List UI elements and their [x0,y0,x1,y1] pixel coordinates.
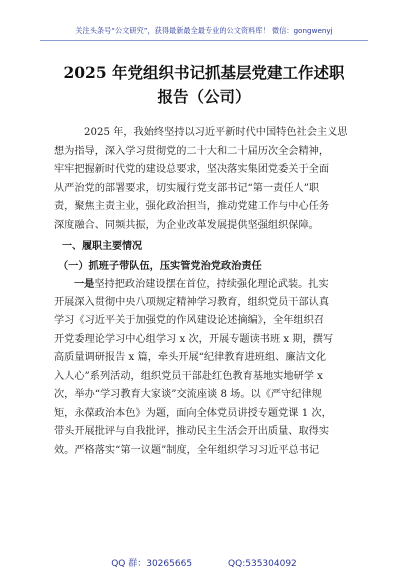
text-line: 效。严格落实“第一议题”制度，全年组织学习习近平总书记 [54,444,320,456]
header-promo-text: 关注头条号“公文研究”，获得最新最全最专业的公文资料库！ 微信：gongwenyj [75,26,333,35]
footer-qq-contact: QQ:535304092 [228,559,297,569]
text-line: 责，聚焦主责主业，强化政治担当，推动党建工作与中心任务 [54,201,330,212]
document-body [54,124,360,460]
page-header [0,0,408,42]
text-line: 从严治党的部署要求，切实履行党支部书记“第一责任人”职 [54,182,320,194]
text-line: 想为指导，深入学习贯彻党的二十大和二十届历次全会精神， [54,145,330,157]
header-divider [40,40,368,41]
text-line: 开党委理论学习中心组学习 x 次，开展专题读书班 x 期，撰写 [54,333,334,345]
subsection-heading: （一）抓班子带队伍，压实管党治党政治责任 [58,259,262,272]
paragraph-intro [54,124,360,235]
text-line: 矩，永葆政治本色》为题，面向全体党员讲授专题党课 1 次， [54,407,332,419]
document-title-line-2: 报告（公司） [157,87,251,106]
text-line: 2025 年，我始终坚持以习近平新时代中国特色社会主义思 [84,127,348,138]
page-footer [0,556,408,569]
text-line [54,275,360,294]
footer-qq-group: QQ 群：30265665 [111,559,193,569]
paragraph-duties [54,275,360,460]
text-line-rest: 坚持把政治建设摆在首位，持续强化理论武装。扎实 [94,279,329,290]
text-line: 高质量调研报告 x 篇，牵头开展“纪律教育进班组、廉洁文化 [54,352,327,363]
text-line: 牢牢把握新时代党的建设总要求，坚决落实集团党委关于全面 [54,164,330,175]
section-heading: 一、履职主要情况 [62,241,142,252]
paragraph-lead: 一是 [74,278,95,290]
text-line: 入人心”系列活动，组织党员干部赴红色教育基地实地研学 x [54,370,323,382]
text-line: 带头开展批评与自我批评，推动民主生活会开出质量、取得实 [54,426,330,437]
text-line: 学习《习近平关于加强党的作风建设论述摘编》，全年组织召 [54,315,324,326]
text-line: 深度融合、同频共振，为企业改革发展提供坚强组织保障。 [54,219,319,231]
document-title-line-1: 2025 年党组织书记抓基层党建工作述职 [63,63,345,82]
text-line: 次，举办“学习教育大家谈”交流座谈 8 场。以《严守纪律规 [54,389,322,400]
text-line: 开展深入贯彻中央八项规定精神学习教育，组织党员干部认真 [54,296,330,308]
